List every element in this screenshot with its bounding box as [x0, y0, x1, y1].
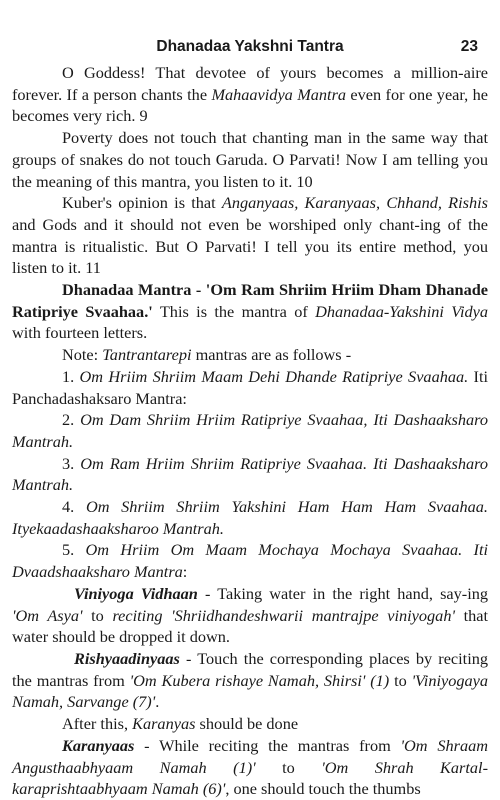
italic-text: Om Dam Shriim Hriim Ratipriye Svaahaa, Iti Dashaaksharo Mantrah. [12, 410, 489, 451]
italic-text: 'Om Kubera rishaye Namah, Shirsi' (1) [129, 670, 390, 690]
text-run: - While reciting the mantras from [134, 735, 401, 755]
paragraph [12, 62, 488, 127]
text-run: . [155, 692, 160, 712]
text-run: 4. [62, 497, 86, 517]
italic-text: reciting 'Shriidhandeshwarii mantrajpe viniyogah' [112, 605, 455, 625]
bold-text: Karanyaas [62, 735, 135, 755]
paragraph [12, 344, 488, 366]
numbered-mantra [12, 366, 488, 409]
italic-text: 'Om Asya' [12, 605, 83, 625]
paragraph [12, 735, 488, 800]
numbered-mantra [12, 496, 488, 539]
italic-text: Om Ram Hriim Shriim Ratipriye Svaahaa. Iti Dashaaksharo Mantrah. [12, 453, 488, 495]
text-run: that water should be dropped it down. [12, 605, 489, 647]
paragraph [12, 192, 488, 279]
text-run: Iti Panchadashaksaro Mantra: [12, 366, 488, 408]
text-run: Note: [62, 345, 103, 365]
page-number: 23 [460, 38, 478, 55]
paragraph [12, 648, 488, 713]
italic-text: Dhanadaa-Yakshini Vidya [315, 301, 489, 321]
paragraph [12, 127, 488, 192]
italic-text: 'Om Shrah Kartal-karaprishtaabhyaam Namah (6)' [12, 757, 489, 799]
text-run: O Goddess! That devotee of yours becomes a million-aire forever. If a person chants the [12, 63, 488, 104]
text-run: 1. [62, 366, 80, 386]
text-run: After this, [62, 714, 133, 734]
numbered-mantra [12, 453, 488, 496]
italic-text: Om Hriim Om Maam Mochaya Mochaya Svaahaa. Iti Dvaadshaaksharo Mantra [12, 540, 489, 582]
text-run: - Taking water in the right hand, say-ing [197, 583, 488, 603]
italic-text: Om Hriim Shriim Maam Dehi Dhande Ratipriye Svaahaa. [79, 366, 469, 386]
numbered-mantra [12, 539, 488, 582]
bold-text: Dhanadaa Mantra - 'Om Ram Shriim Hriim Dham Dhanade Ratipriye Svaahaa.' [12, 280, 488, 321]
italic-text: Anganyaas, Karanyaas, Chhand, Rishis [221, 193, 488, 213]
bold-text: Rishyaadinyaas [74, 648, 180, 668]
text-run: : [182, 562, 188, 582]
italic-text: 'Viniyogaya Namah, Sarvange (7)' [12, 670, 488, 712]
text-run: even for one year, he becomes very rich. 9 [12, 84, 488, 126]
running-title: Dhanadaa Yakshni Tantra [156, 38, 344, 55]
numbered-mantra [12, 409, 488, 452]
paragraph [12, 713, 488, 735]
text-run: This is the mantra of [152, 301, 316, 321]
text-run: should be done [195, 714, 299, 734]
bold-text: Viniyoga Vidhaan [74, 583, 198, 603]
text-run: 3. [62, 453, 81, 473]
page-body [12, 62, 488, 800]
italic-text: Om Shriim Shriim Yakshini Ham Ham Ham Svaahaa. Ityekaadashaaksharoo Mantrah. [12, 497, 489, 538]
italic-text: 'Om Shraam Angusthaabhyaam Namah (1)' [12, 735, 488, 777]
text-run: to [82, 605, 113, 625]
text-run: Kuber's opinion is that [62, 193, 222, 213]
paragraph [12, 279, 488, 344]
text-run: with fourteen letters. [12, 323, 148, 343]
text-run: mantras are as follows - [191, 345, 352, 365]
italic-text: Mahaavidya Mantra [211, 84, 347, 104]
text-run: and Gods and it should not even be worshiped only chant-ing of the mantra is ritualistic. But O Parvati! I tell you its entire method, you listen to it. 11 [12, 214, 488, 278]
text-run: 2. [62, 410, 81, 430]
paragraph [12, 583, 488, 648]
text-run: to [255, 757, 322, 777]
text-run: to [389, 670, 412, 690]
text-run: 5. [62, 540, 86, 560]
page-header [12, 38, 488, 62]
text-run: , one should touch the thumbs [225, 779, 421, 799]
text-run: Poverty does not touch that chanting man in the same way that groups of snakes do not touch Garuda. O Parvati! Now I am telling you the meaning of this mantra, you listen to it. 10 [12, 128, 488, 191]
italic-text: Tantrantarepi [102, 345, 192, 365]
text-run: - Touch the corresponding places by reciting the mantras from [12, 648, 488, 690]
italic-text: Karanyas [132, 714, 196, 734]
